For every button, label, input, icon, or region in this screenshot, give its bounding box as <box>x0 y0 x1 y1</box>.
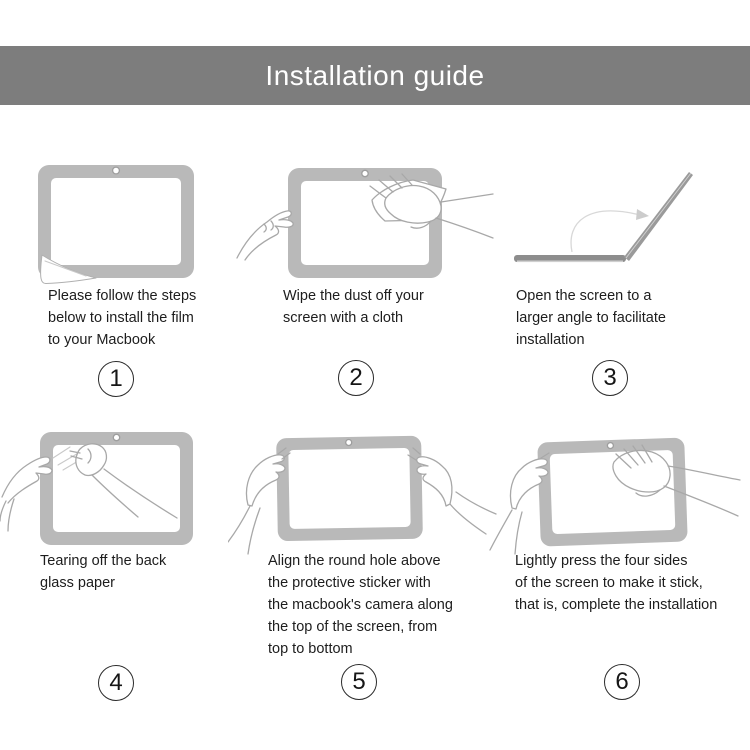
caption-line: screen with a cloth <box>283 310 404 326</box>
laptop-side-view <box>514 172 693 262</box>
camera-dot <box>113 434 119 440</box>
step-number-badge: 4 <box>98 665 134 701</box>
tablet-frame <box>40 432 193 545</box>
caption-line: Please follow the steps <box>48 288 197 304</box>
tablet-frame <box>537 437 688 546</box>
header-bar <box>0 46 750 105</box>
caption-line: of the screen to make it stick, <box>515 575 703 591</box>
left-hand <box>237 211 293 260</box>
wipe-screen-with-cloth-illustration <box>235 158 495 288</box>
tablet-frame <box>38 165 194 278</box>
caption-line: below to install the film <box>48 310 194 326</box>
step-number-badge: 6 <box>604 664 640 700</box>
macbook-screen-film-peel-illustration <box>30 160 200 285</box>
camera-dot <box>362 170 368 176</box>
step-caption <box>515 550 717 616</box>
arm-line <box>228 506 250 542</box>
caption-line: glass paper <box>40 575 115 591</box>
caption-line: larger angle to facilitate <box>516 310 666 326</box>
caption-line: the macbook's camera along <box>268 597 453 613</box>
caption-line: that is, complete the installation <box>515 597 718 613</box>
caption-line: Open the screen to a <box>516 288 652 304</box>
press-four-sides-illustration <box>488 428 750 560</box>
caption-line: to your Macbook <box>48 332 156 348</box>
step-caption <box>268 550 453 660</box>
caption-line: Tearing off the back <box>40 553 167 569</box>
camera-dot <box>346 439 352 445</box>
arm-line <box>248 508 260 554</box>
caption-line: installation <box>516 332 585 348</box>
step-number-badge: 1 <box>98 361 134 397</box>
caption-line: the top of the screen, from <box>268 619 438 635</box>
step-number-badge: 3 <box>592 360 628 396</box>
camera-dot <box>607 442 613 448</box>
step-number-badge: 2 <box>338 360 374 396</box>
arm-line <box>441 194 493 202</box>
step-caption <box>283 285 424 329</box>
step-caption <box>516 285 666 351</box>
open-laptop-wide-angle-illustration <box>500 160 740 270</box>
tear-off-back-paper-illustration <box>0 425 230 555</box>
caption-line: the protective sticker with <box>268 575 431 591</box>
caption-line: top to bottom <box>268 641 353 657</box>
step-caption <box>48 285 196 351</box>
caption-line: Wipe the dust off your <box>283 288 424 304</box>
caption-line: Lightly press the four sides <box>515 553 688 569</box>
align-film-to-camera-illustration <box>228 428 498 560</box>
arm-line <box>490 510 512 550</box>
caption-line: Align the round hole above <box>268 553 441 569</box>
step-number-badge: 5 <box>341 664 377 700</box>
camera-dot <box>113 167 120 174</box>
arm-line <box>515 512 522 554</box>
arm-line <box>450 504 486 534</box>
arm-line <box>436 218 493 238</box>
step-caption <box>40 550 166 594</box>
tablet-frame <box>276 436 423 542</box>
page-title: Installation guide <box>265 59 485 91</box>
